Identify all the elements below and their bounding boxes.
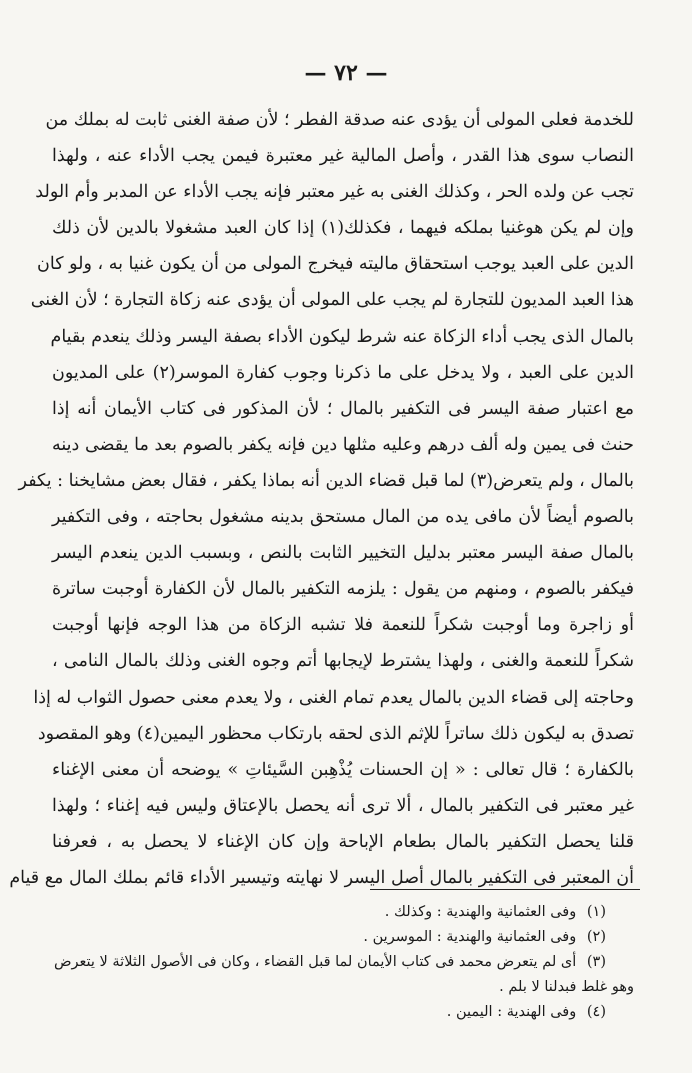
text-line: الدين على العبد ، ولا يدخل على ما ذكرنا وجوب كفارة الموسر(٢) على المديون: [52, 362, 634, 383]
footnote-mark: (١): [586, 904, 606, 920]
text-line: مع اعتبار صفة اليسر فى التكفير بالمال ؛ لأن المذكور فى كتاب الأيمان أنه إذا: [52, 398, 634, 419]
body-text: [9, 102, 635, 896]
text-line: الدين على العبد يوجب استحقاق ماليته فيخرج المولى من أن يكون غنيا به ، ولو كان: [37, 254, 634, 275]
text-line: بالمال الذى يجب أداء الزكاة عنه شرط ليكون الأداء بصفة اليسر وذلك ينعدم بقيام: [50, 326, 634, 347]
text-line: للخدمة فعلى المولى أن يؤدى عنه صدقة الفطر ؛ لأن صفة الغنى ثابت له بملك من: [45, 110, 634, 130]
text-line: شكراً للنعمة والغنى ، ولهذا يشترط لإيجابها أتم وجوه الغنى وذلك بالمال النامى ،: [52, 651, 634, 672]
text-line: غير معتبر فى التكفير بالمال ، ألا ترى أنه يحصل بالإعتاق وليس فيه إغناء ؛ ولهذا: [52, 795, 634, 816]
footnotes: [52, 900, 634, 1025]
footnote-text: أى لم يتعرض محمد فى كتاب الأيمان لما قبل القضاء ، وكان فى الأصول الثلاثة لا يتعرض: [53, 954, 577, 970]
footnote-text: وفى العثمانية والهندية : وكذلك .: [384, 904, 577, 920]
footnote-divider: [370, 889, 640, 890]
text-line: فيكفر بالصوم ، ومنهم من يقول : يلزمه التكفير بالمال لأن الكفارة أوجبت ساترة: [52, 579, 634, 600]
footnote-continuation: [52, 975, 634, 1000]
footnote: [52, 950, 634, 975]
footnote: [52, 900, 634, 925]
footnote-mark: (٢): [586, 929, 606, 945]
text-line: النصاب سوى هذا القدر ، وأصل المالية غير معتبرة فيمن يجب الأداء عنه ، ولهذا: [52, 146, 634, 167]
text-line: بالمال ، ولم يتعرض(٣) لما قبل قضاء الدين أنه بماذا يكفر ، فقال بعض مشايخنا : يكفر: [18, 470, 634, 491]
footnote-text: وهو غلط فبدلنا لا بلم .: [499, 979, 634, 995]
text-line: قلنا يحصل التكفير بالمال بطعام الإباحة وإن كان الإغناء لا يحصل به ، فعرفنا: [52, 831, 634, 852]
text-line: هذا العبد المديون للتجارة لم يجب على المولى أن يؤدى عنه زكاة التجارة ؛ لأن الغنى: [30, 290, 634, 311]
footnote-text: وفى العثمانية والهندية : الموسرين .: [363, 929, 577, 945]
text-line: وحاجته إلى قضاء الدين بالمال يعدم تمام الغنى ، ولا يعدم معنى حصول الثواب له إذا: [33, 687, 634, 708]
text-line: بالمال صفة اليسر معتبر بدليل التخيير الثابت بالنص ، وبسبب الدين ينعدم اليسر: [52, 543, 634, 564]
footnote-text: وفى الهندية : اليمين .: [446, 1004, 577, 1020]
text-line: أن المعتبر فى التكفير بالمال أصل اليسر لا نهايته وتيسير الأداء قائم بملك المال مع قيام: [9, 867, 634, 888]
text-line: تجب عن ولده الحر ، وكذلك الغنى به غير معتبر فإنه يجب الأداء عن المدبر وأم الولد: [35, 182, 634, 203]
footnote-mark: (٤): [586, 1004, 606, 1020]
footnote: [52, 1000, 634, 1025]
text-line: بالكفارة ؛ قال تعالى : « إن الحسنات يُذْهِبن السَّيئاتِ » يوضحه أن معنى الإغناء: [52, 759, 634, 780]
text-line: بالصوم أيضاً لأن مافى يده من المال مستحق بدينه مشغول بحاجته ، وفى التكفير: [52, 507, 634, 528]
text-line: حنث فى يمين وله ألف درهم وعليه مثلها دين فإنه يكفر بالصوم بعد ما يقضى دينه: [52, 434, 634, 455]
text-line: أو زاجرة وما أوجبت شكراً للنعمة فلا تشبه الزكاة من هذا الوجه فإنها أوجبت: [52, 615, 634, 636]
footnote-mark: (٣): [586, 954, 606, 970]
page-number: — ٧٢ —: [304, 60, 388, 86]
footnote: [52, 925, 634, 950]
text-line: تصدق به ليكون ذلك ساتراً للإثم الذى لحقه بارتكاب محظور اليمين(٤) وهو المقصود: [37, 723, 634, 744]
text-line: وإن لم يكن هوغنيا بملكه فيهما ، فكذلك(١) إذا كان العبد مشغولا بالدين لأن ذلك: [52, 218, 635, 239]
